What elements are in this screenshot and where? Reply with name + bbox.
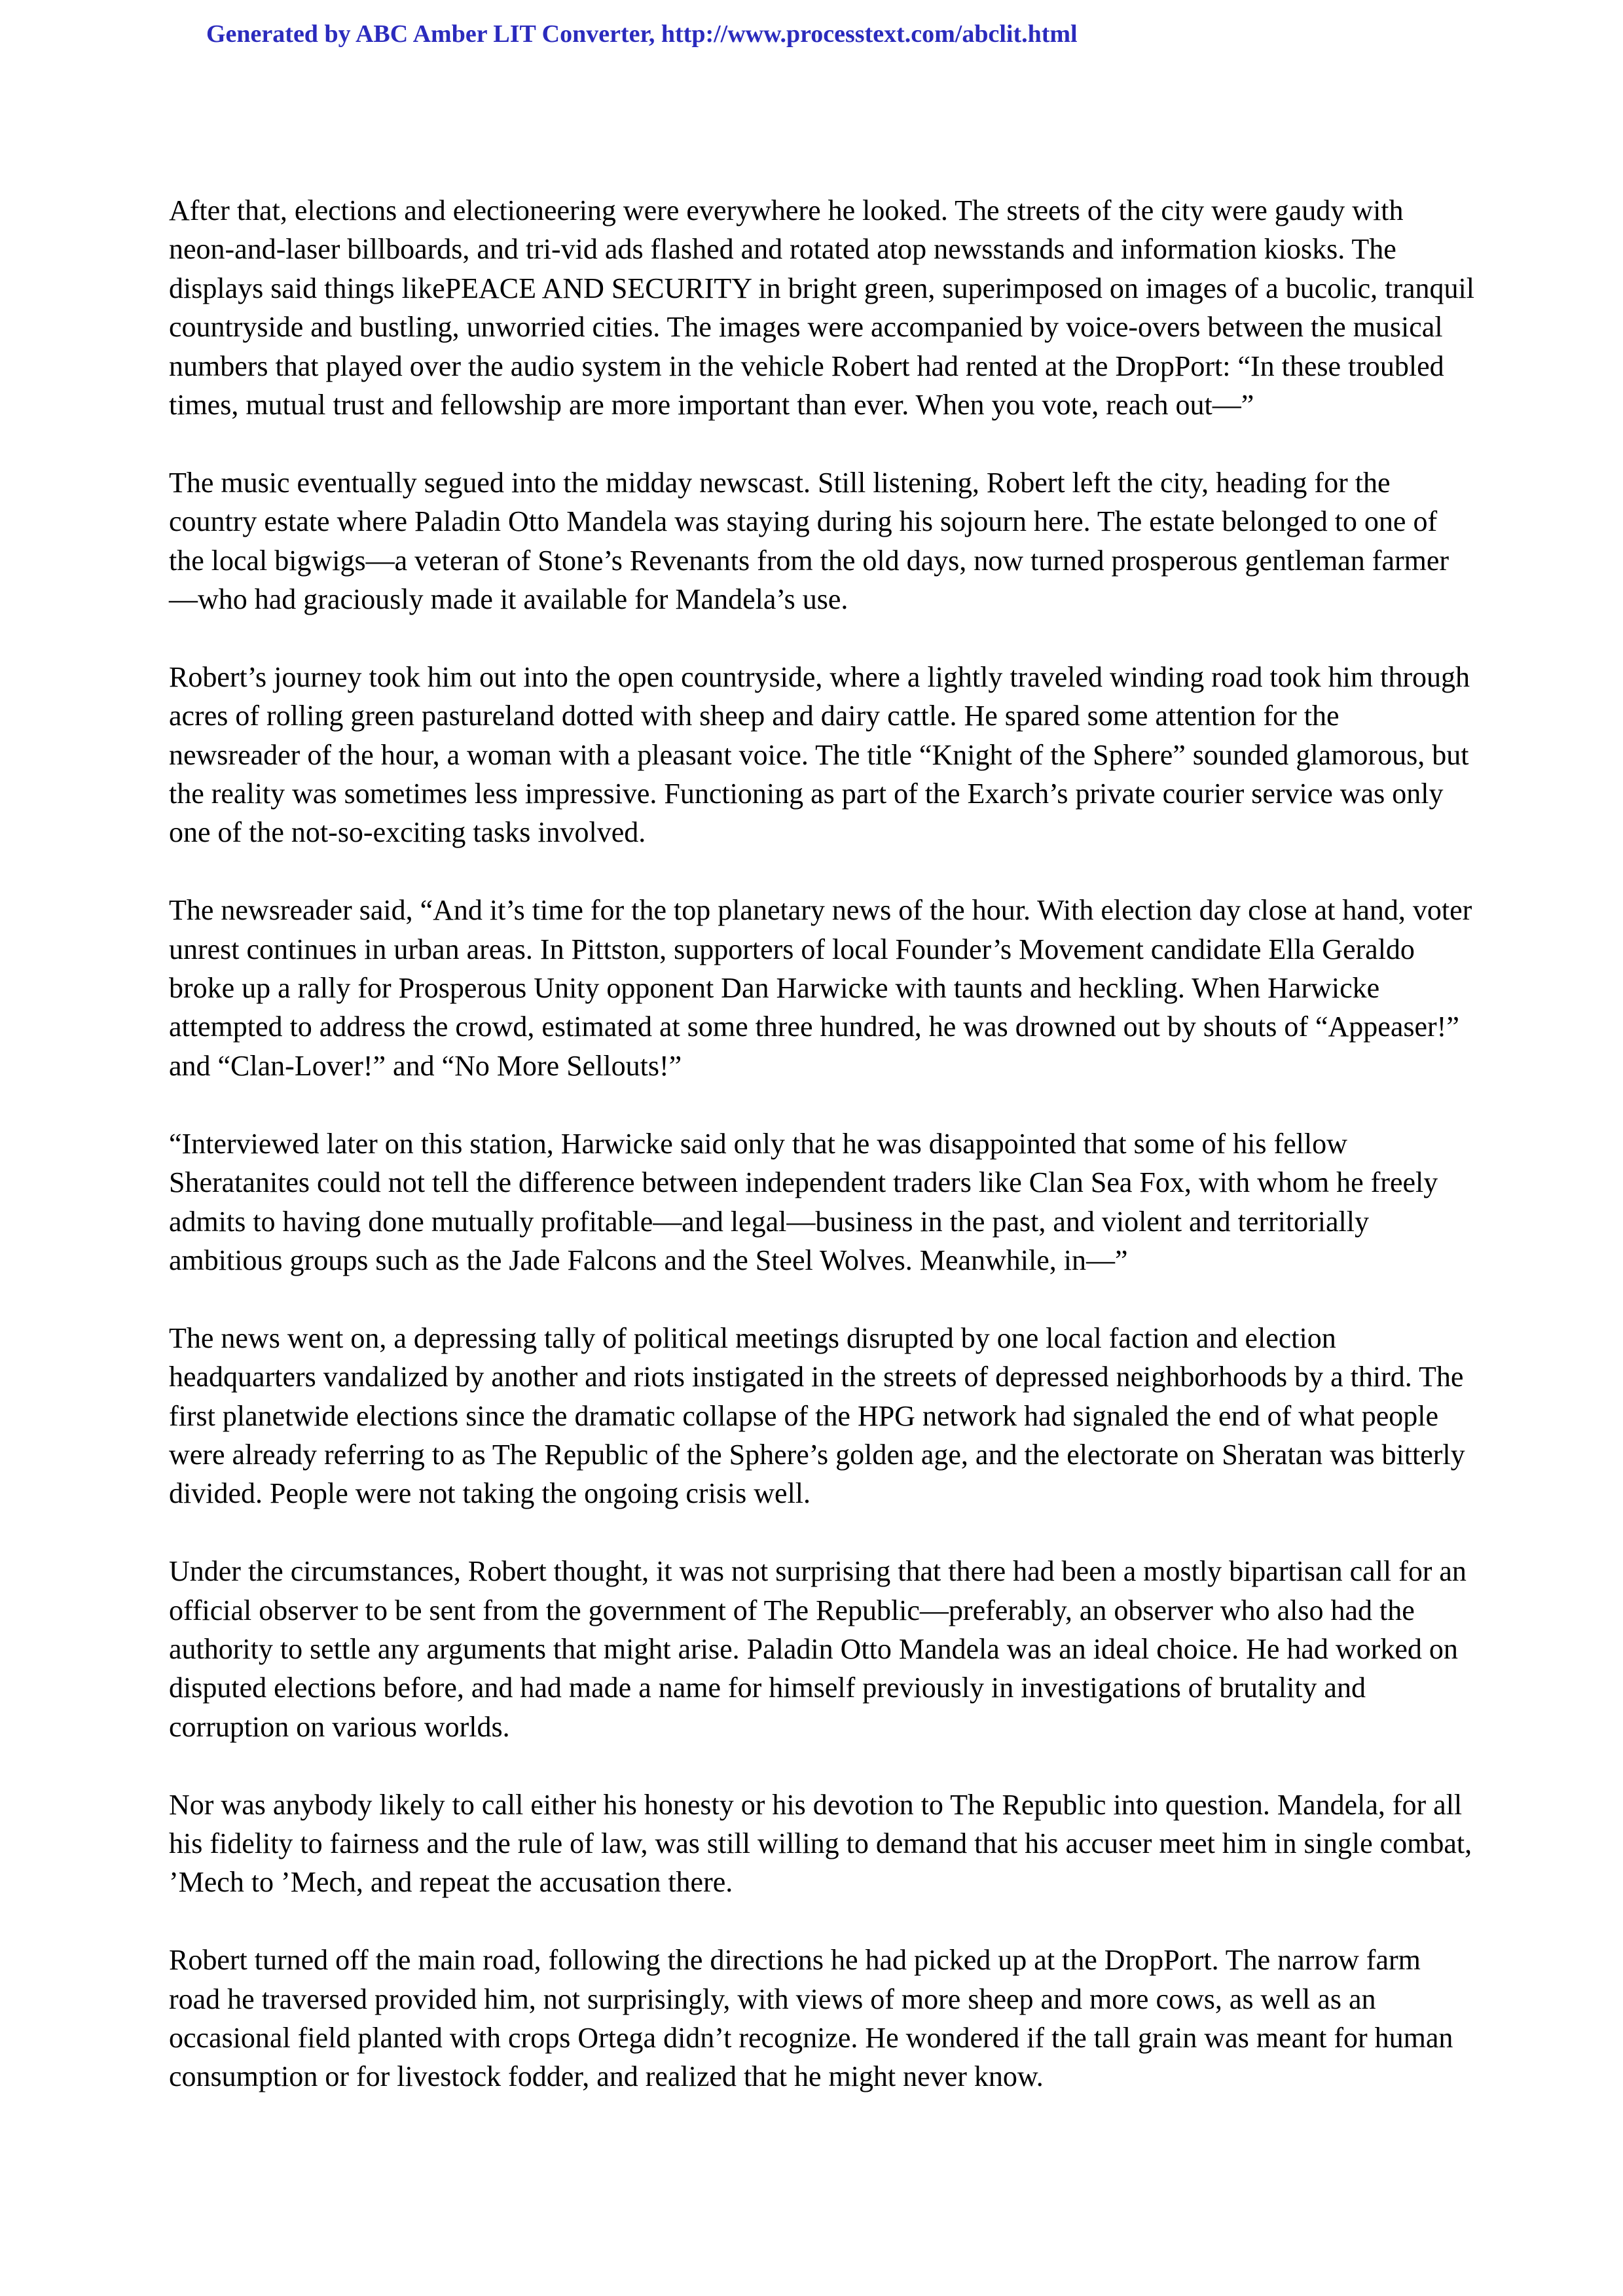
paragraph: The music eventually segued into the midday newscast. Still listening, Robert left the city, heading for the country estate where Paladin Otto Mandela was staying during his sojourn here. The estate belonged to one of the local bigwigs—a veteran of Stone’s Revenants from the old days, now turned prosperous gentleman farmer—who had graciously made it available for Mandela’s use. (169, 466, 1450, 616)
paragraph: Robert turned off the main road, following the directions he had picked up at the DropPort. The narrow farm road he traversed provided him, not surprisingly, with views of more sheep and more cows, as well as an occasional field planted with crops Ortega didn’t recognize. He wondered if the tall grain was meant for human consumption or for livestock fodder, and realized that he might never know. (169, 1944, 1453, 2093)
paragraph: Under the circumstances, Robert thought, it was not surprising that there had been a mostly bipartisan call for an official observer to be sent from the government of The Republic—preferably, an observer who also had the authority to settle any arguments that might arise. Paladin Otto Mandela was an ideal choice. He had worked on disputed elections before, and had made a name for himself previously in investigations of brutality and corruption on various worlds. (169, 1555, 1467, 1743)
paragraph: “Interviewed later on this station, Harwicke said only that he was disappointed that some of his fellow Sheratanites could not tell the difference between independent traders like Clan Sea Fox, with whom he freely admits to having done mutually profitable—and legal—business in the past, and violent and territorially ambitious groups such as the Jade Falcons and the Steel Wolves. Meanwhile, in—” (169, 1127, 1438, 1276)
paragraph: Nor was anybody likely to call either his honesty or his devotion to The Republic into question. Mandela, for all his fidelity to fairness and the rule of law, was still willing to demand that his accuser meet him in single combat, ’Mech to ’Mech, and repeat the accusation there. (169, 1788, 1472, 1899)
converter-header-text: Generated by ABC Amber LIT Converter, http://www.processtext.com/abclit.html (206, 20, 1078, 48)
document-body (169, 191, 1474, 2135)
paragraph: After that, elections and electioneering were everywhere he looked. The streets of the city were gaudy with neon-and-laser billboards, and tri-vid ads flashed and rotated atop newsstands and information kiosks. The displays said things likePEACE AND SECURITY in bright green, superimposed on images of a bucolic, tranquil countryside and bustling, unworried cities. The images were accompanied by voice-overs between the musical numbers that played over the audio system in the vehicle Robert had rented at the DropPort: “In these troubled times, mutual trust and fellowship are more important than ever. When you vote, reach out—” (169, 194, 1475, 422)
paragraph: Robert’s journey took him out into the open countryside, where a lightly traveled winding road took him through acres of rolling green pastureland dotted with sheep and dairy cattle. He spared some attention for the newsreader of the hour, a woman with a pleasant voice. The title “Knight of the Sphere” sounded glamorous, but the reality was sometimes less impressive. Functioning as part of the Exarch’s private courier service was only one of the not-so-exciting tasks involved. (169, 660, 1470, 849)
paragraph: The newsreader said, “And it’s time for the top planetary news of the hour. With election day close at hand, voter unrest continues in urban areas. In Pittston, supporters of local Founder’s Movement candidate Ella Geraldo broke up a rally for Prosperous Unity opponent Dan Harwicke with taunts and heckling. When Harwicke attempted to address the crowd, estimated at some three hundred, he was drowned out by shouts of “Appeaser!” and “Clan-Lover!” and “No More Sellouts!” (169, 894, 1472, 1082)
paragraph: The news went on, a depressing tally of political meetings disrupted by one local faction and election headquarters vandalized by another and riots instigated in the streets of depressed neighborhoods by a third. The first planetwide elections since the dramatic collapse of the HPG network had signaled the end of what people were already referring to as The Republic of the Sphere’s golden age, and the electorate on Sheratan was bitterly divided. People were not taking the ongoing crisis well. (169, 1321, 1465, 1510)
converter-header (206, 14, 1078, 54)
